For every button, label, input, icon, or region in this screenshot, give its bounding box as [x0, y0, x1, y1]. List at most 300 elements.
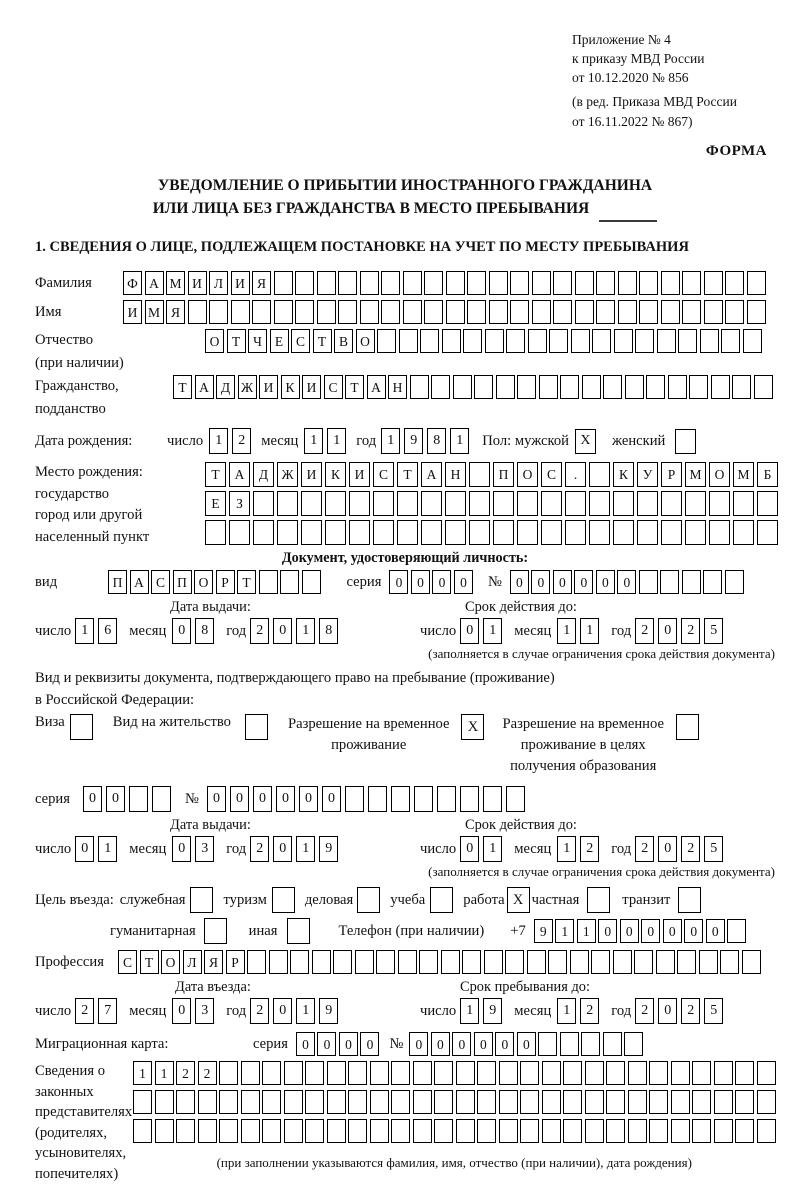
char-cell[interactable]: И — [123, 300, 142, 324]
char-cell[interactable]: 0 — [172, 836, 191, 862]
empty-cell[interactable] — [692, 1090, 711, 1114]
empty-cell[interactable] — [247, 950, 266, 974]
empty-cell[interactable] — [434, 1090, 453, 1114]
char-cell[interactable]: 0 — [296, 1032, 315, 1056]
empty-cell[interactable] — [539, 375, 558, 399]
empty-cell[interactable] — [317, 271, 336, 295]
char-cell[interactable]: 0 — [531, 570, 550, 594]
empty-cell[interactable] — [613, 520, 634, 545]
char-cell[interactable]: 0 — [684, 919, 703, 943]
empty-cell[interactable] — [675, 429, 696, 454]
char-cell[interactable]: 0 — [360, 1032, 379, 1056]
char-cell[interactable]: И — [259, 375, 278, 399]
empty-cell[interactable] — [376, 950, 395, 974]
empty-cell[interactable] — [456, 1090, 475, 1114]
char-cell[interactable]: 0 — [83, 786, 102, 812]
char-cell[interactable]: 1 — [557, 836, 576, 862]
char-cell[interactable]: 0 — [460, 618, 479, 644]
empty-cell[interactable] — [434, 1119, 453, 1143]
empty-cell[interactable] — [446, 300, 465, 324]
empty-cell[interactable] — [725, 271, 744, 295]
char-cell[interactable]: В — [334, 329, 353, 353]
empty-cell[interactable] — [725, 570, 744, 594]
empty-cell[interactable] — [499, 1061, 518, 1085]
empty-cell[interactable] — [414, 786, 433, 812]
char-cell[interactable]: К — [613, 462, 634, 487]
empty-cell[interactable] — [460, 786, 479, 812]
empty-cell[interactable] — [284, 1090, 303, 1114]
empty-cell[interactable] — [517, 491, 538, 516]
empty-cell[interactable] — [727, 919, 746, 943]
empty-cell[interactable] — [606, 1061, 625, 1085]
empty-cell[interactable] — [563, 1119, 582, 1143]
empty-cell[interactable] — [420, 329, 439, 353]
char-cell[interactable]: Ч — [248, 329, 267, 353]
empty-cell[interactable] — [399, 329, 418, 353]
char-cell[interactable]: О — [161, 950, 180, 974]
char-cell[interactable]: 0 — [452, 1032, 471, 1056]
empty-cell[interactable] — [419, 950, 438, 974]
char-cell[interactable]: Т — [313, 329, 332, 353]
char-cell[interactable]: С — [151, 570, 170, 594]
empty-cell[interactable] — [571, 329, 590, 353]
empty-cell[interactable] — [456, 1119, 475, 1143]
empty-cell[interactable] — [463, 329, 482, 353]
empty-cell[interactable] — [317, 300, 336, 324]
empty-cell[interactable] — [553, 300, 572, 324]
empty-cell[interactable] — [585, 1119, 604, 1143]
empty-cell[interactable] — [485, 329, 504, 353]
char-cell[interactable]: 0 — [106, 786, 125, 812]
char-cell[interactable]: 0 — [207, 786, 226, 812]
empty-cell[interactable] — [434, 1061, 453, 1085]
char-cell[interactable]: 2 — [75, 998, 94, 1024]
char-cell[interactable]: А — [421, 462, 442, 487]
empty-cell[interactable] — [360, 300, 379, 324]
empty-cell[interactable] — [370, 1061, 389, 1085]
char-cell[interactable]: 0 — [598, 919, 617, 943]
char-cell[interactable]: 1 — [304, 428, 323, 454]
empty-cell[interactable] — [671, 1090, 690, 1114]
empty-cell[interactable] — [505, 950, 524, 974]
empty-cell[interactable] — [462, 950, 481, 974]
empty-cell[interactable] — [682, 271, 701, 295]
empty-cell[interactable] — [338, 271, 357, 295]
empty-cell[interactable] — [553, 271, 572, 295]
char-cell[interactable]: 0 — [663, 919, 682, 943]
empty-cell[interactable] — [735, 1061, 754, 1085]
char-cell[interactable]: И — [301, 462, 322, 487]
char-cell[interactable]: 1 — [296, 836, 315, 862]
empty-cell[interactable] — [349, 491, 370, 516]
char-cell[interactable]: Т — [173, 375, 192, 399]
empty-cell[interactable] — [743, 329, 762, 353]
empty-cell[interactable] — [585, 1061, 604, 1085]
char-cell[interactable]: О — [709, 462, 730, 487]
char-cell[interactable]: П — [108, 570, 127, 594]
empty-cell[interactable] — [635, 329, 654, 353]
empty-cell[interactable] — [245, 714, 268, 740]
char-cell[interactable]: 2 — [198, 1061, 217, 1085]
char-cell[interactable]: З — [229, 491, 250, 516]
char-cell[interactable]: П — [173, 570, 192, 594]
char-cell[interactable]: 5 — [704, 998, 723, 1024]
char-cell[interactable]: 2 — [250, 998, 269, 1024]
empty-cell[interactable] — [274, 271, 293, 295]
char-cell[interactable]: 8 — [319, 618, 338, 644]
char-cell[interactable]: 9 — [319, 998, 338, 1024]
empty-cell[interactable] — [391, 1119, 410, 1143]
char-cell[interactable]: 1 — [296, 998, 315, 1024]
char-cell[interactable]: 0 — [474, 1032, 493, 1056]
empty-cell[interactable] — [542, 1090, 561, 1114]
empty-cell[interactable] — [677, 950, 696, 974]
empty-cell[interactable] — [709, 520, 730, 545]
char-cell[interactable]: 1 — [557, 618, 576, 644]
empty-cell[interactable] — [711, 375, 730, 399]
char-cell[interactable]: 1 — [483, 836, 502, 862]
char-cell[interactable]: 0 — [172, 998, 191, 1024]
char-cell[interactable]: И — [302, 375, 321, 399]
empty-cell[interactable] — [477, 1090, 496, 1114]
empty-cell[interactable] — [639, 300, 658, 324]
empty-cell[interactable] — [325, 491, 346, 516]
empty-cell[interactable] — [357, 887, 380, 913]
char-cell[interactable]: 6 — [98, 618, 117, 644]
empty-cell[interactable] — [398, 950, 417, 974]
char-cell[interactable]: 0 — [454, 570, 473, 594]
empty-cell[interactable] — [295, 271, 314, 295]
empty-cell[interactable] — [446, 271, 465, 295]
empty-cell[interactable] — [613, 491, 634, 516]
char-cell[interactable]: 1 — [483, 618, 502, 644]
char-cell[interactable]: М — [733, 462, 754, 487]
empty-cell[interactable] — [262, 1090, 281, 1114]
empty-cell[interactable] — [575, 300, 594, 324]
char-cell[interactable]: 2 — [580, 998, 599, 1024]
empty-cell[interactable] — [349, 520, 370, 545]
empty-cell[interactable] — [499, 1090, 518, 1114]
empty-cell[interactable] — [453, 375, 472, 399]
char-cell[interactable]: С — [324, 375, 343, 399]
empty-cell[interactable] — [469, 491, 490, 516]
empty-cell[interactable] — [397, 520, 418, 545]
empty-cell[interactable] — [639, 271, 658, 295]
empty-cell[interactable] — [649, 1119, 668, 1143]
empty-cell[interactable] — [649, 1090, 668, 1114]
empty-cell[interactable] — [287, 918, 310, 944]
empty-cell[interactable] — [176, 1119, 195, 1143]
empty-cell[interactable] — [575, 271, 594, 295]
empty-cell[interactable] — [290, 950, 309, 974]
empty-cell[interactable] — [581, 1032, 600, 1056]
empty-cell[interactable] — [538, 1032, 557, 1056]
empty-cell[interactable] — [467, 271, 486, 295]
empty-cell[interactable] — [391, 786, 410, 812]
empty-cell[interactable] — [700, 329, 719, 353]
empty-cell[interactable] — [668, 375, 687, 399]
empty-cell[interactable] — [720, 950, 739, 974]
char-cell[interactable]: Ф — [123, 271, 142, 295]
empty-cell[interactable] — [757, 520, 778, 545]
empty-cell[interactable] — [656, 950, 675, 974]
char-cell[interactable]: И — [231, 271, 250, 295]
char-cell[interactable]: 0 — [658, 836, 677, 862]
empty-cell[interactable] — [348, 1061, 367, 1085]
empty-cell[interactable] — [377, 329, 396, 353]
char-cell[interactable]: 0 — [75, 836, 94, 862]
char-cell[interactable]: 2 — [176, 1061, 195, 1085]
empty-cell[interactable] — [613, 950, 632, 974]
empty-cell[interactable] — [489, 300, 508, 324]
char-cell[interactable]: X — [575, 429, 596, 454]
empty-cell[interactable] — [532, 271, 551, 295]
char-cell[interactable]: Т — [227, 329, 246, 353]
empty-cell[interactable] — [603, 1032, 622, 1056]
empty-cell[interactable] — [441, 950, 460, 974]
empty-cell[interactable] — [685, 491, 706, 516]
empty-cell[interactable] — [506, 786, 525, 812]
char-cell[interactable]: 0 — [553, 570, 572, 594]
char-cell[interactable]: У — [637, 462, 658, 487]
empty-cell[interactable] — [338, 300, 357, 324]
empty-cell[interactable] — [709, 491, 730, 516]
char-cell[interactable]: 0 — [253, 786, 272, 812]
char-cell[interactable]: 1 — [98, 836, 117, 862]
char-cell[interactable]: 2 — [635, 618, 654, 644]
empty-cell[interactable] — [499, 1119, 518, 1143]
empty-cell[interactable] — [628, 1061, 647, 1085]
char-cell[interactable]: 0 — [432, 570, 451, 594]
empty-cell[interactable] — [301, 491, 322, 516]
empty-cell[interactable] — [618, 271, 637, 295]
empty-cell[interactable] — [639, 570, 658, 594]
char-cell[interactable]: 1 — [577, 919, 596, 943]
char-cell[interactable]: 0 — [617, 570, 636, 594]
char-cell[interactable]: М — [166, 271, 185, 295]
empty-cell[interactable] — [678, 329, 697, 353]
empty-cell[interactable] — [520, 1119, 539, 1143]
char-cell[interactable]: 2 — [250, 836, 269, 862]
empty-cell[interactable] — [373, 520, 394, 545]
empty-cell[interactable] — [274, 300, 293, 324]
char-cell[interactable]: Л — [183, 950, 202, 974]
char-cell[interactable]: 1 — [460, 998, 479, 1024]
char-cell[interactable]: 0 — [620, 919, 639, 943]
empty-cell[interactable] — [413, 1090, 432, 1114]
char-cell[interactable]: X — [507, 887, 530, 913]
char-cell[interactable]: П — [493, 462, 514, 487]
empty-cell[interactable] — [646, 375, 665, 399]
empty-cell[interactable] — [410, 375, 429, 399]
empty-cell[interactable] — [721, 329, 740, 353]
empty-cell[interactable] — [345, 786, 364, 812]
empty-cell[interactable] — [355, 950, 374, 974]
empty-cell[interactable] — [469, 462, 490, 487]
empty-cell[interactable] — [277, 491, 298, 516]
char-cell[interactable]: 0 — [641, 919, 660, 943]
char-cell[interactable]: 0 — [658, 998, 677, 1024]
empty-cell[interactable] — [757, 1090, 776, 1114]
empty-cell[interactable] — [381, 300, 400, 324]
empty-cell[interactable] — [301, 520, 322, 545]
empty-cell[interactable] — [735, 1090, 754, 1114]
empty-cell[interactable] — [373, 491, 394, 516]
char-cell[interactable]: 2 — [681, 836, 700, 862]
char-cell[interactable]: 0 — [273, 998, 292, 1024]
empty-cell[interactable] — [477, 1119, 496, 1143]
char-cell[interactable]: 0 — [706, 919, 725, 943]
char-cell[interactable]: Т — [205, 462, 226, 487]
char-cell[interactable]: 1 — [555, 919, 574, 943]
empty-cell[interactable] — [262, 1119, 281, 1143]
char-cell[interactable]: С — [541, 462, 562, 487]
char-cell[interactable]: А — [229, 462, 250, 487]
empty-cell[interactable] — [661, 520, 682, 545]
empty-cell[interactable] — [241, 1090, 260, 1114]
char-cell[interactable]: Т — [397, 462, 418, 487]
char-cell[interactable]: 1 — [209, 428, 228, 454]
empty-cell[interactable] — [229, 520, 250, 545]
empty-cell[interactable] — [657, 329, 676, 353]
empty-cell[interactable] — [219, 1061, 238, 1085]
empty-cell[interactable] — [483, 786, 502, 812]
empty-cell[interactable] — [253, 520, 274, 545]
char-cell[interactable]: 0 — [299, 786, 318, 812]
empty-cell[interactable] — [413, 1061, 432, 1085]
char-cell[interactable]: Н — [445, 462, 466, 487]
char-cell[interactable]: 0 — [172, 618, 191, 644]
empty-cell[interactable] — [603, 375, 622, 399]
char-cell[interactable]: 9 — [319, 836, 338, 862]
empty-cell[interactable] — [592, 329, 611, 353]
empty-cell[interactable] — [253, 491, 274, 516]
char-cell[interactable]: И — [349, 462, 370, 487]
empty-cell[interactable] — [510, 300, 529, 324]
empty-cell[interactable] — [205, 520, 226, 545]
empty-cell[interactable] — [262, 1061, 281, 1085]
char-cell[interactable]: К — [325, 462, 346, 487]
char-cell[interactable]: 9 — [483, 998, 502, 1024]
empty-cell[interactable] — [742, 950, 761, 974]
empty-cell[interactable] — [732, 375, 751, 399]
empty-cell[interactable] — [624, 1032, 643, 1056]
empty-cell[interactable] — [676, 714, 699, 740]
char-cell[interactable]: Н — [388, 375, 407, 399]
empty-cell[interactable] — [699, 950, 718, 974]
empty-cell[interactable] — [219, 1090, 238, 1114]
char-cell[interactable]: 1 — [296, 618, 315, 644]
empty-cell[interactable] — [671, 1119, 690, 1143]
empty-cell[interactable] — [231, 300, 250, 324]
empty-cell[interactable] — [704, 271, 723, 295]
empty-cell[interactable] — [474, 375, 493, 399]
empty-cell[interactable] — [689, 375, 708, 399]
char-cell[interactable]: 2 — [250, 618, 269, 644]
char-cell[interactable]: 1 — [75, 618, 94, 644]
empty-cell[interactable] — [424, 300, 443, 324]
empty-cell[interactable] — [312, 950, 331, 974]
empty-cell[interactable] — [241, 1119, 260, 1143]
char-cell[interactable]: 0 — [658, 618, 677, 644]
char-cell[interactable]: Е — [270, 329, 289, 353]
empty-cell[interactable] — [747, 271, 766, 295]
char-cell[interactable]: С — [118, 950, 137, 974]
char-cell[interactable]: 2 — [635, 836, 654, 862]
char-cell[interactable]: О — [194, 570, 213, 594]
empty-cell[interactable] — [295, 300, 314, 324]
empty-cell[interactable] — [714, 1119, 733, 1143]
empty-cell[interactable] — [606, 1090, 625, 1114]
empty-cell[interactable] — [493, 520, 514, 545]
empty-cell[interactable] — [585, 1090, 604, 1114]
char-cell[interactable]: Р — [226, 950, 245, 974]
empty-cell[interactable] — [368, 786, 387, 812]
char-cell[interactable]: 2 — [635, 998, 654, 1024]
empty-cell[interactable] — [333, 950, 352, 974]
empty-cell[interactable] — [549, 329, 568, 353]
char-cell[interactable]: Б — [757, 462, 778, 487]
empty-cell[interactable] — [714, 1061, 733, 1085]
empty-cell[interactable] — [413, 1119, 432, 1143]
empty-cell[interactable] — [637, 491, 658, 516]
empty-cell[interactable] — [703, 570, 722, 594]
char-cell[interactable]: 2 — [681, 998, 700, 1024]
empty-cell[interactable] — [565, 491, 586, 516]
char-cell[interactable]: Е — [205, 491, 226, 516]
empty-cell[interactable] — [198, 1119, 217, 1143]
empty-cell[interactable] — [596, 300, 615, 324]
empty-cell[interactable] — [591, 950, 610, 974]
empty-cell[interactable] — [445, 520, 466, 545]
empty-cell[interactable] — [520, 1090, 539, 1114]
empty-cell[interactable] — [272, 887, 295, 913]
empty-cell[interactable] — [527, 950, 546, 974]
empty-cell[interactable] — [489, 271, 508, 295]
char-cell[interactable]: 7 — [98, 998, 117, 1024]
empty-cell[interactable] — [219, 1119, 238, 1143]
empty-cell[interactable] — [628, 1119, 647, 1143]
empty-cell[interactable] — [424, 271, 443, 295]
empty-cell[interactable] — [477, 1061, 496, 1085]
char-cell[interactable]: 0 — [574, 570, 593, 594]
empty-cell[interactable] — [671, 1061, 690, 1085]
empty-cell[interactable] — [284, 1061, 303, 1085]
char-cell[interactable]: 0 — [339, 1032, 358, 1056]
empty-cell[interactable] — [302, 570, 321, 594]
empty-cell[interactable] — [403, 300, 422, 324]
char-cell[interactable]: 2 — [681, 618, 700, 644]
char-cell[interactable]: 2 — [232, 428, 251, 454]
empty-cell[interactable] — [754, 375, 773, 399]
empty-cell[interactable] — [391, 1061, 410, 1085]
char-cell[interactable]: 9 — [404, 428, 423, 454]
empty-cell[interactable] — [129, 786, 148, 812]
char-cell[interactable]: Ж — [238, 375, 257, 399]
char-cell[interactable]: 3 — [195, 998, 214, 1024]
empty-cell[interactable] — [747, 300, 766, 324]
empty-cell[interactable] — [606, 1119, 625, 1143]
empty-cell[interactable] — [176, 1090, 195, 1114]
empty-cell[interactable] — [252, 300, 271, 324]
empty-cell[interactable] — [305, 1119, 324, 1143]
char-cell[interactable]: 0 — [230, 786, 249, 812]
char-cell[interactable]: О — [356, 329, 375, 353]
empty-cell[interactable] — [660, 570, 679, 594]
char-cell[interactable]: 1 — [327, 428, 346, 454]
empty-cell[interactable] — [757, 1119, 776, 1143]
empty-cell[interactable] — [757, 1061, 776, 1085]
